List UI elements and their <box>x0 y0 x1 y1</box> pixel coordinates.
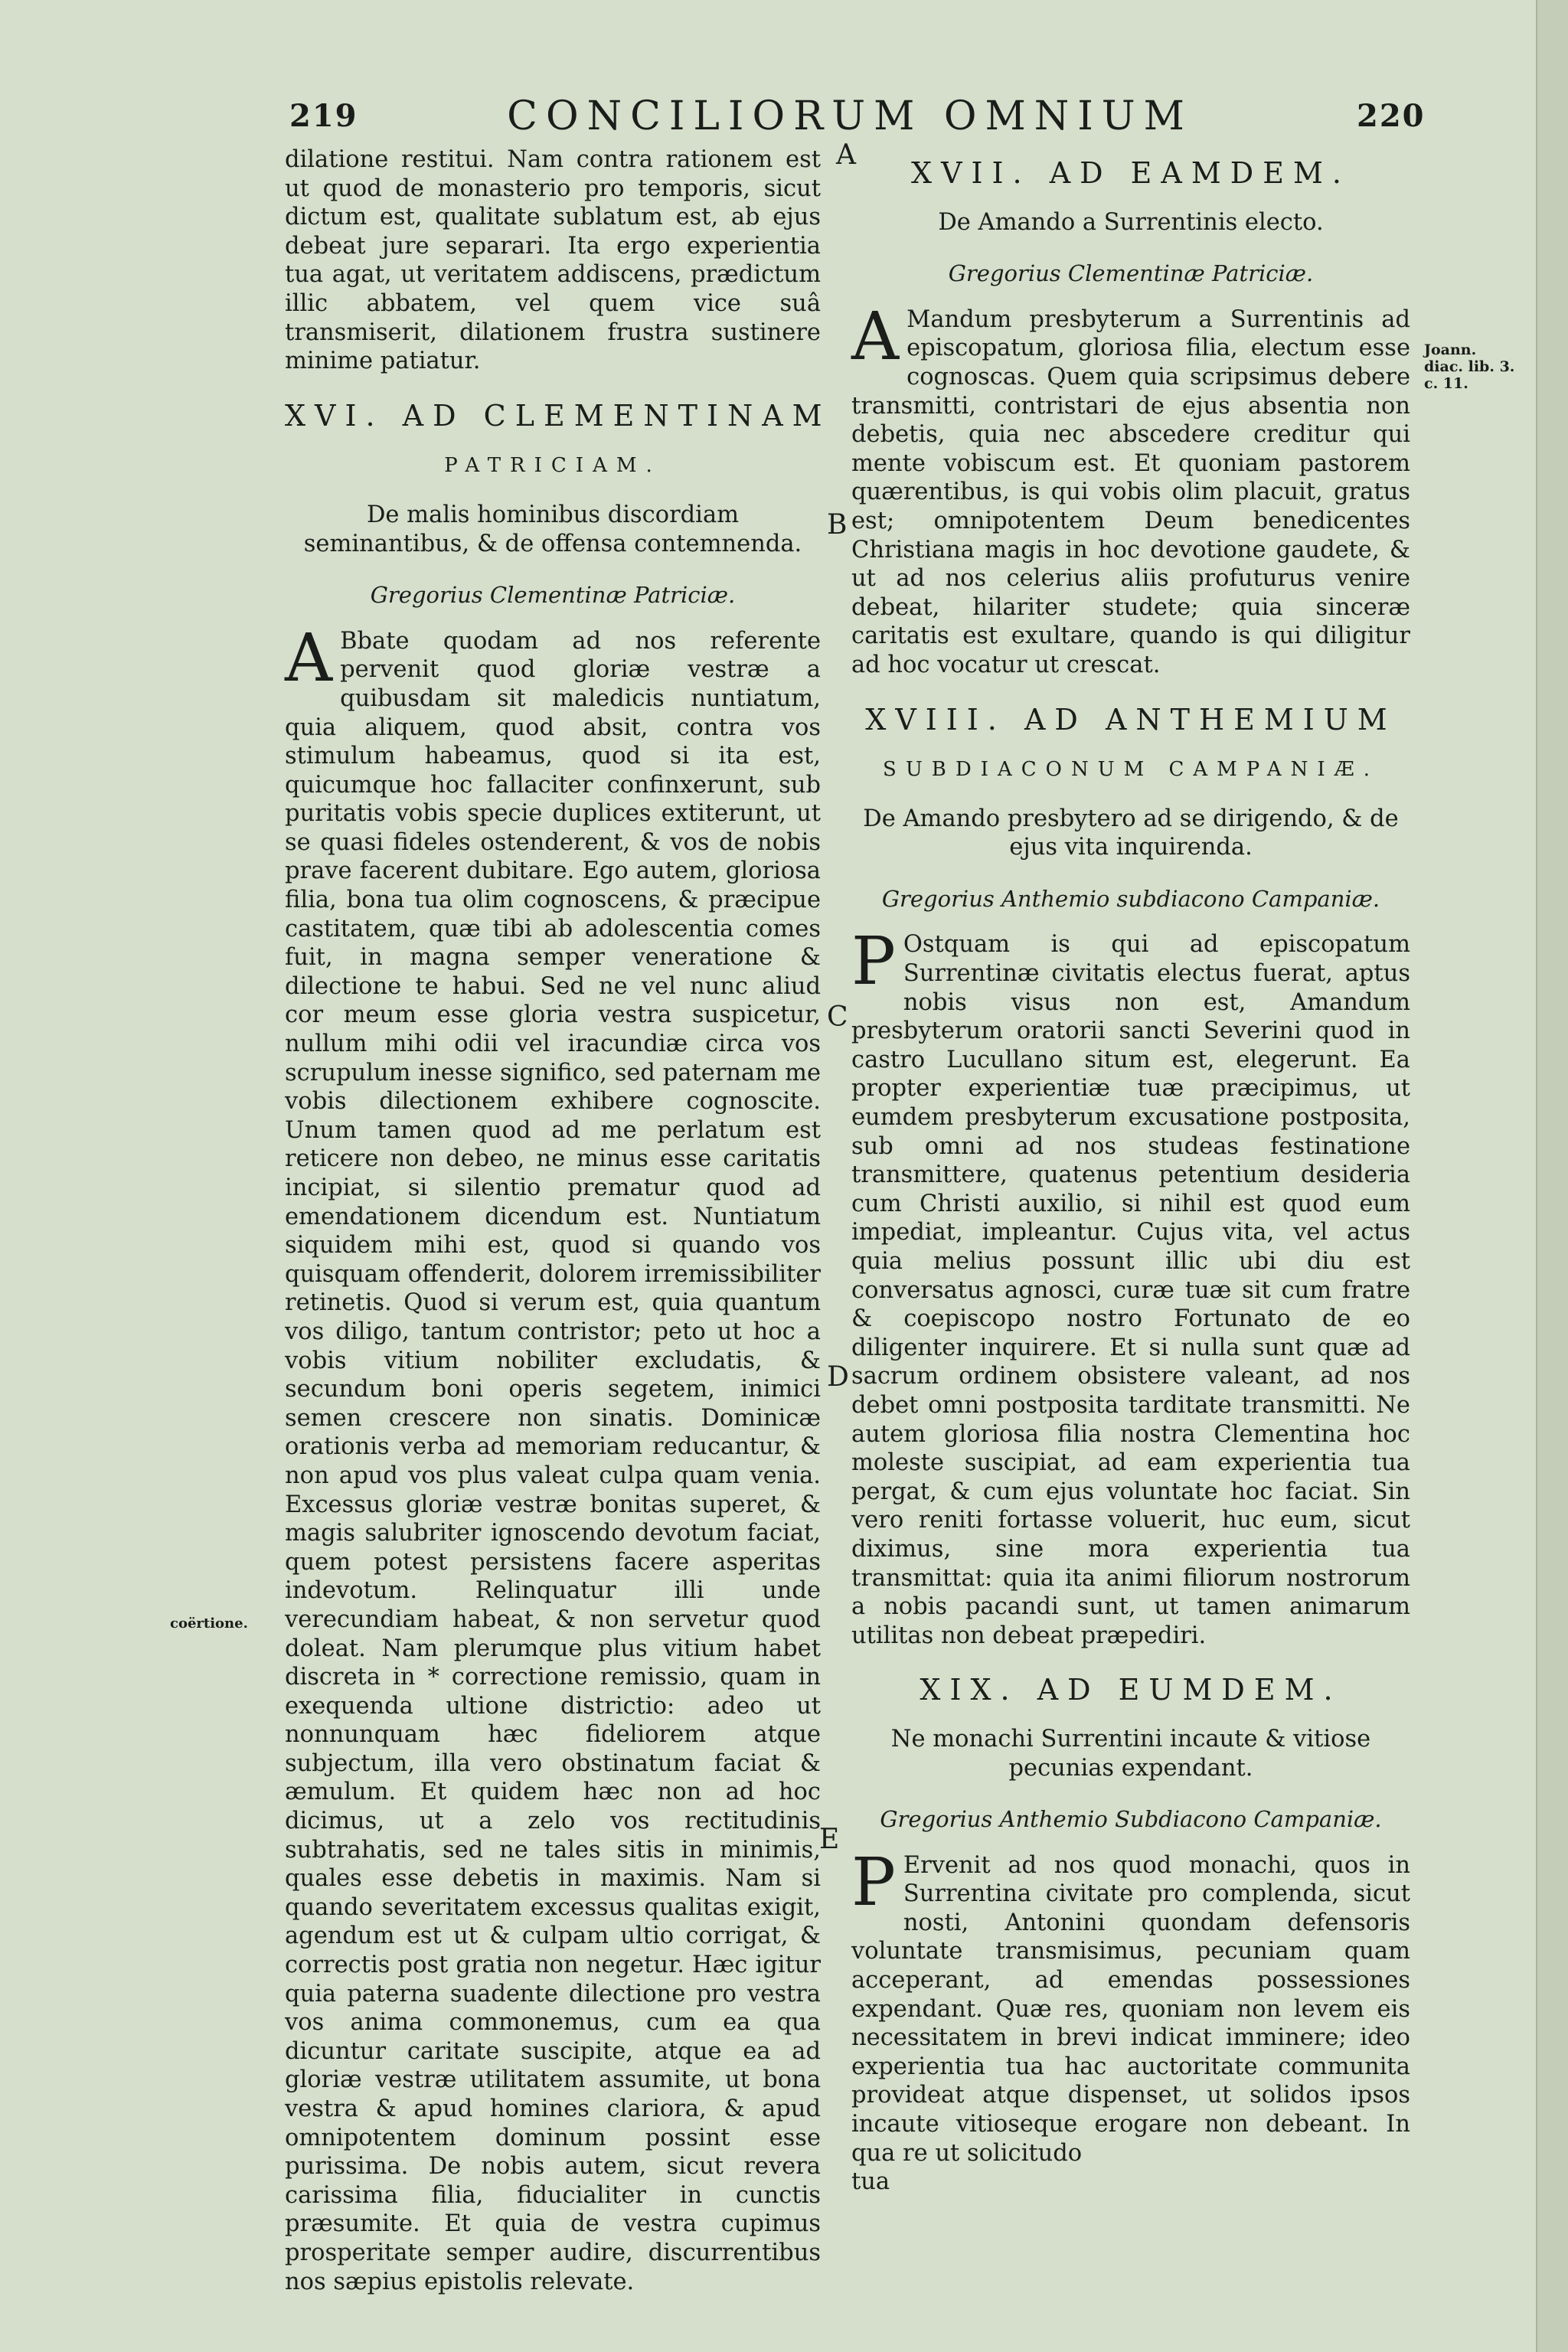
letter-19-text: Ervenit ad nos quod monachi, quos in Surrentina civitate pro complenda, sicut nosti, Antonini quondam defensoris voluntate transmisimus, pecuniam quam acceperant, ad emendas possessiones expendant. Quæ res, quoniam non levem eis necessitatem in brevi indicat imminere; ideo experientia tua hac auctoritate communita provideat atque dispenset, ut solidos ipsos incaute vitioseque erogare non debeant. In qua re ut solicitudo <box>851 1851 1410 2167</box>
drop-cap: A <box>285 619 333 697</box>
side-note-reference: Joann. diac. lib. 3. c. 11. <box>1424 341 1515 392</box>
margin-letter-b: B <box>827 509 848 541</box>
letter-17-title: XVII. AD EAMDEM. <box>911 156 1351 190</box>
letter-16-text-part-1: Bbate quodam ad nos referente pervenit quod gloriæ vestræ a quibusdam sit maledicis nuntiatum, quia aliquem, quod absit, contra vos stimulum habeamus, quod si ita est, quicumque hoc fallaciter confinxerunt, sub puritatis vobis specie duplices extiterunt, ut se quasi fideles ostenderent, & vos de nobis prave facerent dubitare. Ego autem, gloriosa filia, bona tua olim cognoscens, & præcipue castitatem, quæ tibi ab adolescentia comes fuit, in magna semper veneratione & dilectione te habui. Sed ne vel nunc aliud cor meum esse gloria vestra suspicetur, nullum mihi odii vel iracundiæ circa vos scrupulum inesse significo, sed paternam me vobis dilectionem exhibere cognoscite. Unum tamen quod ad me perlatum est reticere non debeo, ne minus esse caritatis incipiat, si silentio prematur quod ad emendationem dicendum est. Nuntiatum siquidem mihi est, quod si quando vos quisquam offenderit, dolorem irremissibiliter retinetis. Quod si verum est, quia quantum vos diligo, tantum contristor; peto ut hoc a vobis vitium nobiliter excludatis, & secundum boni operis segetem, inimici semen crescere non sinatis. Dominicæ orationis verba ad memoriam reducantur, & non apud vos plus valeat culpa quam venia. Excessus gloriæ vestræ bonitas superet, & magis salubriter ignoscendo devotum faciat, quem potest persistens facere asperitas indevotum. Relinquatur illi unde verecundiam habeat, & non servetur quod doleat. Nam plerumque plus vitium habet discreta in <box>285 627 821 1691</box>
letter-16-text-part-2: * correctione remissio, quam in exequenda ultione districtio: adeo ut nonnunquam hæc fideliorem atque subjectum, illa vero obstinatum faciat & æmulum. Et quidem hæc non ad hoc dicimus, ut a zelo vos rectitudinis subtrahatis, sed ne tales sitis in minimis, quales esse debetis in maximis. Nam si quando severitatem excessus qualitas exigit, agendum est ut & culpam ultio corrigat, & correctis post gratia non negetur. Hæc igitur quia paterna suadente dilectione pro vestra vos anima commonemus, cum ea qua dicuntur caritate suscipite, atque ea ad gloriæ vestræ utilitatem assumite, ut bona vestra & apud homines clariora, & apud omnipotentem dominum possint esse purissima. De nobis autem, sicut revera carissima filia, fiducialiter in cunctis præsumite. Et quia de vestra cupimus prosperitate semper audire, discurrentibus nos sæpius epistolis relevate. <box>285 1664 821 2295</box>
drop-cap: P <box>851 923 896 1001</box>
letter-18-text: Ostquam is qui ad episcopatum Surrentinæ civitatis electus fuerat, aptus nobis visus non est, Amandum presbyterum oratorii sancti Severini quod in castro Lucullano situm est, elegerunt. Ea propter experientiæ tuæ præcipimus, ut eumdem presbyterum excusatione postposita, sub omni ad nos studeas festinatione transmittere, quatenus petentium desideria cum Christi auxilio, si nihil est quod eum impediat, impleantur. Cujus vita, vel actus quia melius possunt illic ubi diu est conversatus agnosci, curæ tuæ sit cum fratre & coepiscopo nostro Fortunato de eo diligenter inquirere. Et si nulla sunt quæ ad sacrum ordinem obsistere valeant, ad nos debet omni postposita tarditate transmitti. Ne autem gloriosa filia nostra Clementina hoc moleste suscipiat, ad eam experientia tua pergat, & cum ejus voluntate hoc faciat. Sin vero reniti fortasse voluerit, huc eum, sicut diximus, sine mora experientia tua transmittat: quia ita animi filiorum nostrorum a nobis pacandi sunt, ut tamen animarum utilitas non debeat præpediri. <box>851 931 1410 1649</box>
letter-19-body <box>851 1844 1410 2168</box>
letter-18-body <box>851 923 1410 1650</box>
letter-16-title: XVI. AD CLEMENTINAM <box>285 398 831 433</box>
right-page-number: 220 <box>1357 98 1426 134</box>
letter-19-salutation: Gregorius Anthemio Subdiacono Campaniæ. <box>880 1806 1382 1833</box>
letter-18-salutation: Gregorius Anthemio subdiacono Campaniæ. <box>881 885 1380 912</box>
letter-18-summary: De Amando presbytero ad se dirigendo, & de ejus vita inquirenda. <box>863 805 1399 861</box>
left-page-number: 219 <box>289 98 358 134</box>
letter-17-body <box>851 298 1410 680</box>
margin-letter-c: C <box>827 1001 848 1033</box>
drop-cap: P <box>851 1844 896 1921</box>
letter-19-title: XIX. AD EUMDEM. <box>920 1673 1342 1707</box>
left-column <box>285 145 831 2296</box>
margin-letter-d: D <box>827 1361 849 1393</box>
margin-letter-e: E <box>819 1824 840 1855</box>
letter-16-salutation: Gregorius Clementinæ Patriciæ. <box>370 582 736 609</box>
letter-16-subtitle: PATRICIAM. <box>444 454 662 478</box>
margin-letter-a: A <box>836 139 856 171</box>
letter-18-title: XVIII. AD ANTHEMIUM <box>865 702 1396 737</box>
running-header <box>0 93 1537 147</box>
letter-16-summary: De malis hominibus discordiam seminantibus, & de offensa contemnenda. <box>303 501 802 557</box>
right-column <box>851 145 1410 2197</box>
letter-17-text: Mandum presbyterum a Surrentinis ad episcopatum, gloriosa filia, electum esse cognoscas. Quem quia scripsimus debere transmitti, contristari de ejus absentia non debetis, quia nec abscedere creditur qui mente vobiscum est. Et quoniam pastorem quærentibus, is qui vobis olim placuit, gratus est; omnipotentem Deum benedicentes Christiana magis in hoc devotione gaudete, & ut ad nos celerius aliis profuturus venire debeat, hilariter studete; quia sinceræ caritatis est exultare, quando is qui diligitur ad hoc vocatur ut crescat. <box>851 305 1410 678</box>
continued-text: dilatione restitui. Nam contra rationem est ut quod de monasterio pro temporis, sicut dictum est, qualitate sublatum est, ab ejus debeat jure separari. Ita ergo experientia tua agat, ut veritatem addiscens, prædictum illic abbatem, vel quem vice suâ transmiserit, dilationem frustra sustinere minime patiatur. <box>285 146 821 375</box>
letter-17-salutation: Gregorius Clementinæ Patriciæ. <box>948 260 1314 287</box>
drop-cap: A <box>851 298 900 375</box>
letter-17-summary: De Amando a Surrentinis electo. <box>938 208 1324 236</box>
facing-page-edge <box>1536 0 1568 2352</box>
letter-18-subtitle: SUBDIACONUM CAMPANIÆ. <box>883 758 1379 782</box>
letter-16-body <box>285 619 821 2296</box>
side-note-variant: coërtione. <box>170 1615 248 1632</box>
letter-19-summary: Ne monachi Surrentini incaute & vitiose pecunias expendant. <box>890 1725 1371 1782</box>
running-title: CONCILIORUM OMNIUM <box>507 93 1193 139</box>
catchword: tua <box>851 2168 890 2196</box>
